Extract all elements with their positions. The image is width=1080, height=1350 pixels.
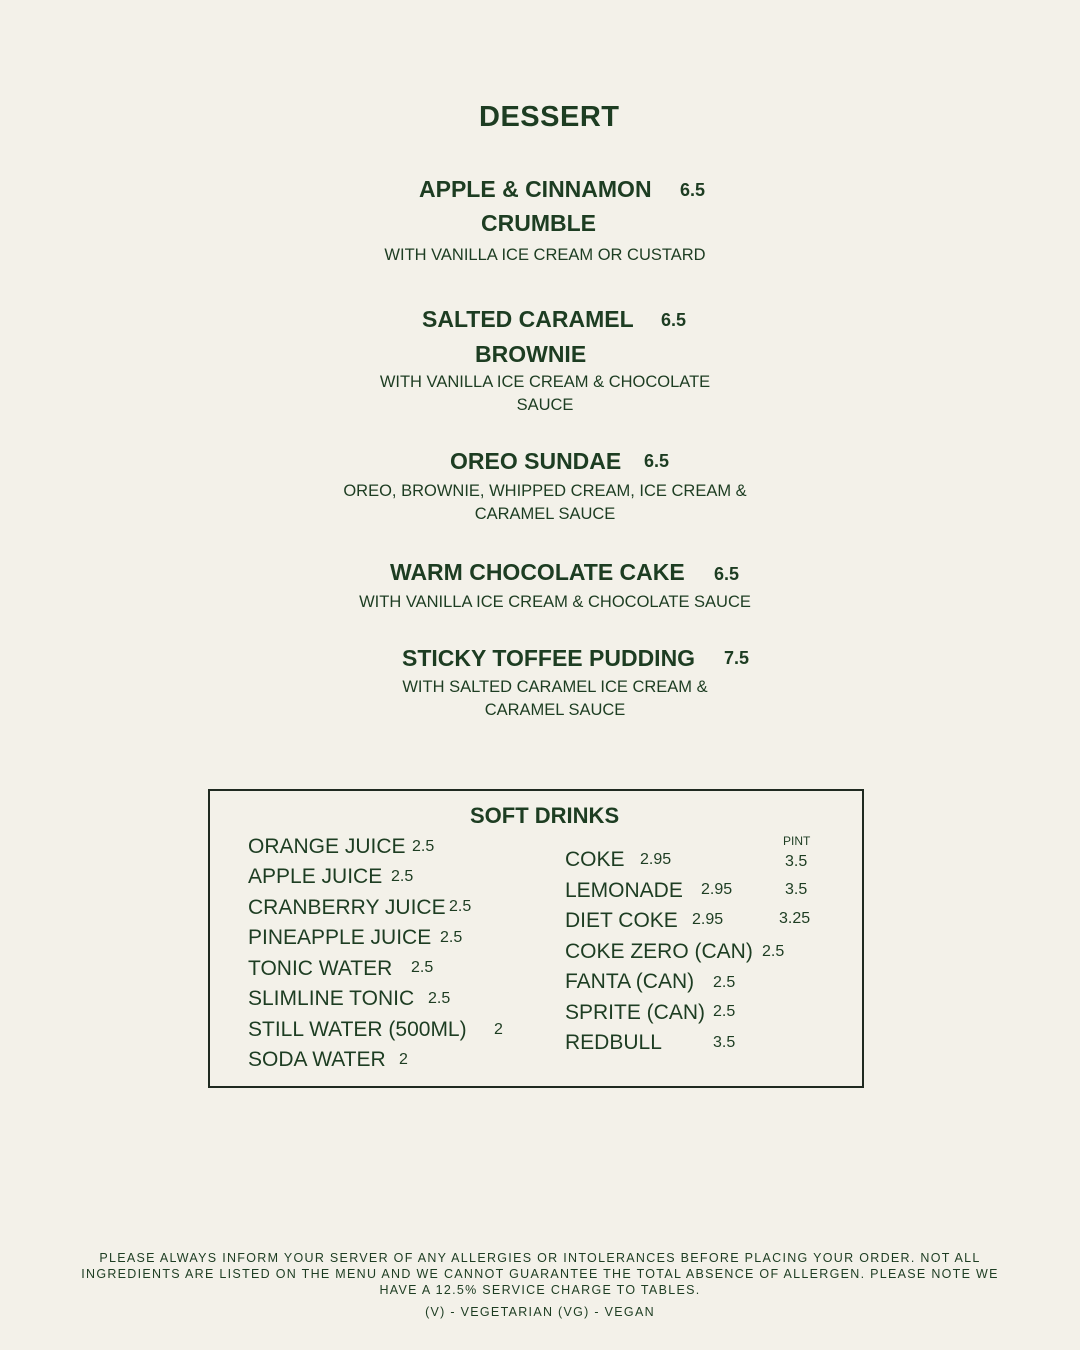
dessert-item-name: APPLE & CINNAMON (419, 176, 652, 202)
drink-name: LEMONADE (565, 879, 683, 902)
drink-name: SPRITE (CAN) (565, 1001, 706, 1024)
dessert-item-price: 7.5 (724, 648, 750, 668)
drink-name: CRANBERRY JUICE (248, 896, 446, 919)
drink-price: 2 (399, 1051, 408, 1068)
dessert-item-price: 6.5 (644, 451, 670, 471)
soft-drinks-title: SOFT DRINKS (470, 803, 620, 828)
dessert-title: DESSERT (479, 101, 620, 133)
drink-pint-price: 3.5 (785, 853, 808, 870)
dessert-item-name-line2: BROWNIE (475, 341, 587, 367)
dessert-item-price: 6.5 (714, 564, 740, 584)
pint-header: PINT (783, 834, 811, 848)
dessert-item-desc-line2: CARAMEL SAUCE (484, 701, 626, 719)
dessert-item-desc: WITH SALTED CARAMEL ICE CREAM & (402, 678, 708, 696)
drink-price: 2.95 (692, 911, 724, 928)
drink-price: 2.95 (640, 851, 672, 868)
dessert-item-desc: OREO, BROWNIE, WHIPPED CREAM, ICE CREAM & (343, 482, 747, 500)
dessert-item-name: WARM CHOCOLATE CAKE (390, 559, 685, 585)
drink-name: PINEAPPLE JUICE (248, 926, 432, 949)
dessert-item-name-line2: CRUMBLE (481, 210, 596, 236)
drink-price: 2.5 (428, 990, 451, 1007)
drink-price: 2.95 (701, 881, 733, 898)
drink-price: 2.5 (713, 1003, 736, 1020)
drink-price: 2.5 (440, 929, 463, 946)
drink-name: COKE (565, 848, 625, 871)
dessert-item-desc: WITH VANILLA ICE CREAM & CHOCOLATE (379, 373, 711, 391)
drink-name: ORANGE JUICE (248, 835, 406, 858)
dessert-item-desc-line2: CARAMEL SAUCE (474, 505, 616, 523)
drink-price: 2.5 (391, 868, 414, 885)
drink-price: 2.5 (449, 898, 472, 915)
drink-name: SODA WATER (248, 1048, 386, 1071)
allergy-notice: PLEASE ALWAYS INFORM YOUR SERVER OF ANY ALLERGIES OR INTOLERANCES BEFORE PLACING YOUR ORDER. NOT ALL INGREDIENTS ARE LISTED ON THE MENU AND WE CANNOT GUARANTEE THE TOTAL ABSENCE OF ALLERGEN. PLEASE NOTE WE HAVE A 12.5% SERVICE CHARGE TO TABLES. (81, 1251, 999, 1297)
drink-pint-price: 3.5 (785, 881, 808, 898)
dessert-item-desc: WITH VANILLA ICE CREAM & CHOCOLATE SAUCE (359, 593, 751, 611)
drink-price: 2.5 (713, 974, 736, 991)
dessert-item-price: 6.5 (680, 180, 706, 200)
drink-name: SLIMLINE TONIC (248, 987, 415, 1010)
dessert-item-desc: WITH VANILLA ICE CREAM OR CUSTARD (384, 246, 706, 264)
dessert-item-name: OREO SUNDAE (450, 448, 622, 474)
drink-name: STILL WATER (500ML) (248, 1018, 467, 1041)
drink-name: APPLE JUICE (248, 865, 383, 888)
dessert-item-name: SALTED CARAMEL (422, 306, 634, 332)
dessert-item-desc-line2: SAUCE (516, 396, 574, 414)
drink-price: 2 (494, 1021, 503, 1038)
dessert-item-name: STICKY TOFFEE PUDDING (402, 645, 696, 671)
dessert-item-price: 6.5 (661, 310, 687, 330)
drink-price: 2.5 (762, 943, 785, 960)
drink-pint-price: 3.25 (779, 910, 811, 927)
drink-name: COKE ZERO (CAN) (565, 940, 753, 963)
diet-legend: (V) - VEGETARIAN (VG) - VEGAN (425, 1305, 655, 1319)
drink-name: REDBULL (565, 1031, 662, 1054)
drink-price: 2.5 (411, 959, 434, 976)
drink-price: 3.5 (713, 1034, 736, 1051)
drink-name: FANTA (CAN) (565, 970, 695, 993)
drink-price: 2.5 (412, 838, 435, 855)
drink-name: TONIC WATER (248, 957, 393, 980)
drink-name: DIET COKE (565, 909, 678, 932)
